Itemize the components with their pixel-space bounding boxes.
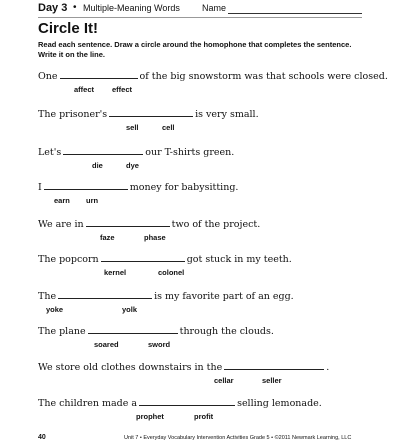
answer-blank[interactable] bbox=[44, 181, 128, 190]
exercise-item bbox=[38, 181, 368, 217]
homophone-choice[interactable]: die bbox=[92, 161, 103, 170]
sentence bbox=[38, 290, 294, 304]
exercise-item bbox=[38, 253, 368, 289]
sentence bbox=[38, 325, 274, 339]
sentence bbox=[38, 181, 238, 195]
sentence bbox=[38, 361, 329, 375]
exercise-item bbox=[38, 361, 368, 397]
sentence-end: of the big snowstorm was that schools were closed. bbox=[139, 71, 388, 82]
homophone-choice[interactable]: cellar bbox=[214, 376, 234, 385]
homophone-choice[interactable]: earn bbox=[54, 196, 70, 205]
homophone-choice[interactable]: sword bbox=[148, 340, 171, 349]
homophone-choice[interactable]: sell bbox=[126, 123, 139, 132]
day-label: Day 3 bbox=[38, 2, 68, 14]
page-header bbox=[38, 0, 362, 17]
sentence-end: got stuck in my teeth. bbox=[186, 254, 292, 265]
header-bullet: • bbox=[73, 2, 77, 13]
page-title: Circle It! bbox=[38, 20, 99, 37]
homophone-choice[interactable]: dye bbox=[126, 161, 139, 170]
homophone-choice[interactable]: affect bbox=[74, 85, 95, 94]
sentence-end: is my favorite part of an egg. bbox=[154, 291, 294, 302]
exercise-item bbox=[38, 397, 368, 433]
homophone-choice[interactable]: soared bbox=[94, 340, 119, 349]
answer-blank[interactable] bbox=[86, 218, 170, 227]
homophone-choice[interactable]: faze bbox=[100, 233, 115, 242]
sentence-start: The bbox=[38, 291, 57, 302]
exercise-item bbox=[38, 108, 368, 144]
exercise-item bbox=[38, 290, 368, 326]
sentence bbox=[38, 146, 234, 160]
sentence-end: two of the project. bbox=[171, 219, 261, 230]
homophone-choice[interactable]: cell bbox=[162, 123, 175, 132]
sentence-end: through the clouds. bbox=[179, 326, 274, 337]
sentence-start: One bbox=[38, 71, 58, 82]
exercise-item bbox=[38, 70, 388, 106]
answer-blank[interactable] bbox=[139, 397, 235, 406]
sentence bbox=[38, 397, 322, 411]
answer-blank[interactable] bbox=[88, 325, 178, 334]
homophone-choice[interactable]: kernel bbox=[104, 268, 127, 277]
sentence-start: The plane bbox=[38, 326, 86, 337]
sentence-start: We are in bbox=[38, 219, 84, 230]
sentence bbox=[38, 253, 292, 267]
name-line[interactable] bbox=[228, 13, 362, 14]
page-footer bbox=[38, 434, 362, 444]
answer-blank[interactable] bbox=[109, 108, 193, 117]
homophone-choice[interactable]: yolk bbox=[122, 305, 138, 314]
sentence bbox=[38, 70, 388, 84]
exercise-item bbox=[38, 325, 368, 361]
exercise-item bbox=[38, 146, 368, 182]
lesson-subtitle: Multiple-Meaning Words bbox=[83, 3, 180, 13]
answer-blank[interactable] bbox=[58, 290, 152, 299]
sentence-start: Let's bbox=[38, 147, 62, 158]
sentence-start: We store old clothes downstairs in the bbox=[38, 362, 223, 373]
sentence-start: The prisoner's bbox=[38, 109, 108, 120]
sentence bbox=[38, 218, 260, 232]
sentence-end: selling lemonade. bbox=[237, 398, 322, 409]
answer-blank[interactable] bbox=[224, 361, 324, 370]
homophone-choice[interactable]: effect bbox=[112, 85, 133, 94]
sentence-end: . bbox=[326, 362, 330, 373]
homophone-choice[interactable]: urn bbox=[86, 196, 99, 205]
sentence bbox=[38, 108, 259, 122]
answer-blank[interactable] bbox=[101, 253, 185, 262]
page-number: 40 bbox=[38, 434, 46, 441]
sentence-start: I bbox=[38, 182, 42, 193]
sentence-end: is very small. bbox=[195, 109, 259, 120]
exercise-item bbox=[38, 218, 368, 254]
name-label: Name bbox=[202, 3, 227, 13]
sentence-start: The popcorn bbox=[38, 254, 99, 265]
sentence-end: money for babysitting. bbox=[129, 182, 239, 193]
answer-blank[interactable] bbox=[63, 146, 143, 155]
homophone-choice[interactable]: prophet bbox=[136, 412, 164, 421]
instructions: Read each sentence. Draw a circle around the homophone that completes the sentence. Write it on the line. bbox=[38, 40, 352, 59]
sentence-start: The children made a bbox=[38, 398, 138, 409]
homophone-choice[interactable]: phase bbox=[144, 233, 166, 242]
sentence-end: our T-shirts green. bbox=[145, 147, 235, 158]
header-divider bbox=[38, 17, 362, 18]
answer-blank[interactable] bbox=[60, 70, 138, 79]
homophone-choice[interactable]: seller bbox=[262, 376, 282, 385]
homophone-choice[interactable]: yoke bbox=[46, 305, 64, 314]
homophone-choice[interactable]: profit bbox=[194, 412, 214, 421]
homophone-choice[interactable]: colonel bbox=[158, 268, 185, 277]
footer-credit: Unit 7 • Everyday Vocabulary Intervention Activities Grade 5 • ©2011 Newmark Learning, LLC bbox=[124, 435, 352, 441]
